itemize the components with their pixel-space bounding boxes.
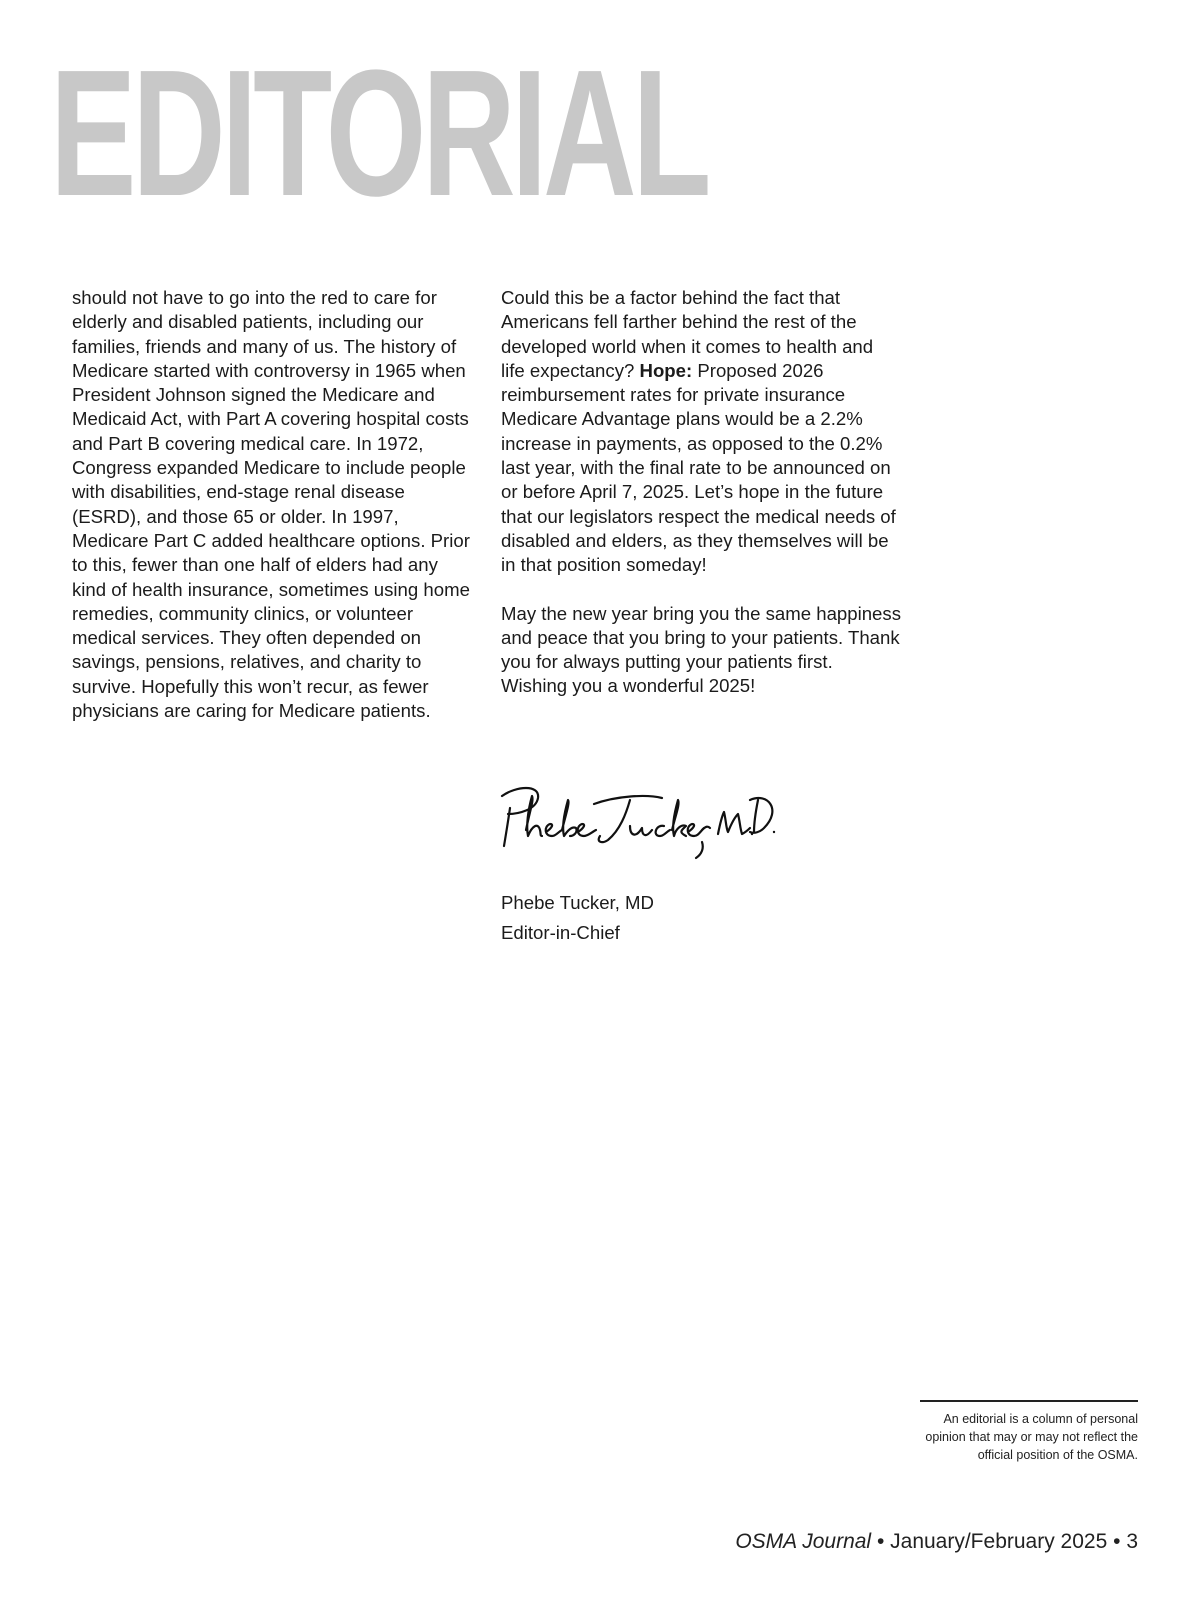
author-role: Editor-in-Chief bbox=[501, 922, 620, 943]
right-paragraph-1 bbox=[501, 286, 901, 578]
handwritten-signature bbox=[496, 770, 776, 860]
author-name: Phebe Tucker, MD bbox=[501, 892, 654, 913]
hope-label: Hope: bbox=[639, 359, 693, 381]
masthead-title: EDITORIAL bbox=[50, 33, 708, 234]
right-paragraph-2: May the new year bring you the same happiness and peace that you bring to your patients. Thank you for always putting your patients first. Wishing you a wonderful 2025! bbox=[501, 602, 901, 697]
signature-block bbox=[501, 888, 654, 948]
footer-separator-1: • bbox=[871, 1530, 891, 1553]
journal-name: OSMA Journal bbox=[735, 1530, 872, 1553]
footer-separator-2: • bbox=[1107, 1530, 1127, 1553]
page-footer bbox=[735, 1530, 1138, 1554]
right-paragraph-1-start: Could this be a factor behind the fact that Americans fell farther behind the rest of the developed world when it comes to health and life expectancy? bbox=[501, 287, 874, 381]
article-column-right bbox=[501, 286, 901, 699]
article-column-left bbox=[72, 286, 470, 723]
disclaimer-note: An editorial is a column of personal opinion that may or may not reflect the official position of the OSMA. bbox=[925, 1412, 1138, 1462]
right-paragraph-1-end: Proposed 2026 reimbursement rates for private insurance Medicare Advantage plans would be a 2.2% increase in payments, as opposed to the 0.2% last year, with the final rate to be announced on or before April 7, 2025. Let’s hope in the future that our legislators respect the medical needs of disabled and elders, as they themselves will be in that position someday! bbox=[501, 359, 896, 576]
issue-date: January/February 2025 bbox=[890, 1530, 1108, 1553]
left-paragraph: should not have to go into the red to care for elderly and disabled patients, including our families, friends and many of us. The history of Medicare started with controversy in 1965 when President Johnson signed the Medicare and Medicaid Act, with Part A covering hospital costs and Part B covering medical care. In 1972, Congress expanded Medicare to include people with disabilities, end-stage renal disease (ESRD), and those 65 or older. In 1997, Medicare Part C added healthcare options. Prior to this, fewer than one half of elders had any kind of health insurance, sometimes using home remedies, community clinics, or volunteer medical services. They often depended on savings, pensions, relatives, and charity to survive. Hopefully this won’t recur, as fewer physicians are caring for Medicare patients. bbox=[72, 287, 470, 722]
page-number: 3 bbox=[1126, 1530, 1138, 1553]
disclaimer-divider bbox=[920, 1400, 1138, 1402]
